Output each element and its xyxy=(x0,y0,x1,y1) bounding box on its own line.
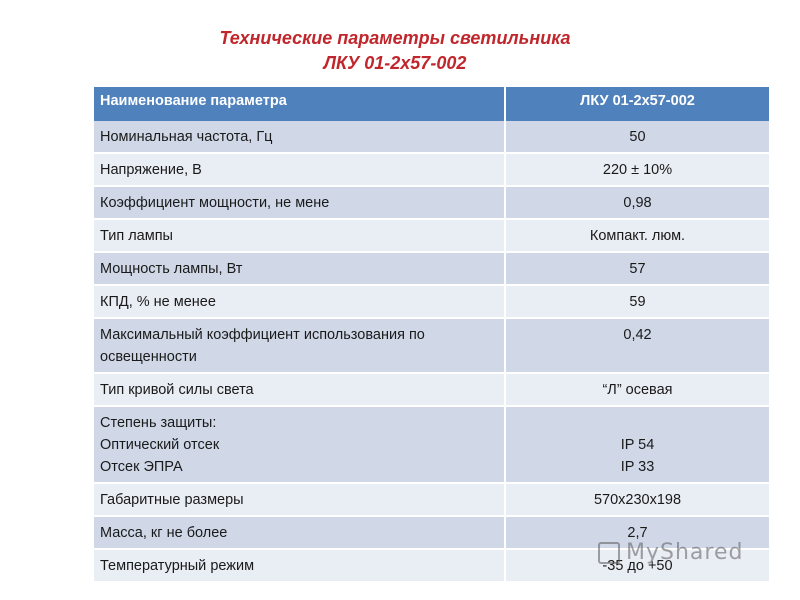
parameter-value-cell xyxy=(505,121,770,153)
parameter-name: Напряжение, В xyxy=(100,162,202,178)
parameter-value: Компакт. люм. xyxy=(589,228,686,244)
parameter-value-cell xyxy=(505,483,770,516)
watermark xyxy=(598,540,743,565)
table-row xyxy=(94,285,770,318)
parameter-name-cell xyxy=(94,153,505,186)
parameter-name: Коэффициент мощности, не мене xyxy=(100,195,330,211)
parameter-name: Максимальный коэффициент использования по xyxy=(100,327,425,343)
parameter-value-cell xyxy=(505,153,770,186)
parameter-name: Оптический отсек xyxy=(100,437,220,453)
table-row xyxy=(94,406,770,483)
parameter-value-cell xyxy=(505,373,770,406)
table-row xyxy=(94,483,770,516)
parameter-value: IP 54 xyxy=(620,437,655,453)
parameter-value: IP 33 xyxy=(620,459,655,475)
parameter-name-cell xyxy=(94,121,505,153)
table-row xyxy=(94,318,770,373)
parameter-value-cell xyxy=(505,186,770,219)
parameter-name-cell xyxy=(94,549,505,582)
parameter-value-cell xyxy=(505,285,770,318)
parameter-name: Мощность лампы, Вт xyxy=(100,261,243,277)
table-row xyxy=(94,186,770,219)
table-row xyxy=(94,373,770,406)
parameter-name-cell xyxy=(94,373,505,406)
header-model: ЛКУ 01-2х57-002 xyxy=(505,87,770,121)
parameter-name: Габаритные размеры xyxy=(100,492,244,508)
parameter-value: 57 xyxy=(629,261,646,277)
parameter-value: 2,7 xyxy=(627,525,648,541)
parameter-name-cell xyxy=(94,406,505,483)
parameter-name: освещенности xyxy=(100,349,197,365)
watermark-text: MyShared xyxy=(626,540,744,565)
parameter-name-cell xyxy=(94,219,505,252)
myshared-logo-icon xyxy=(598,542,620,564)
parameter-value-cell xyxy=(505,219,770,252)
parameter-name: Номинальная частота, Гц xyxy=(100,129,273,145)
parameter-name-cell xyxy=(94,186,505,219)
parameter-value: 59 xyxy=(629,294,646,310)
parameter-value xyxy=(512,412,763,434)
parameters-table xyxy=(94,87,771,583)
parameter-value-cell xyxy=(505,252,770,285)
table-row xyxy=(94,252,770,285)
title-line-2: ЛКУ 01-2х57-002 xyxy=(323,53,467,73)
page-title xyxy=(0,26,790,76)
parameter-value: -35 до +50 xyxy=(602,558,673,574)
parameter-value: 570х230х198 xyxy=(593,492,682,508)
table-row xyxy=(94,121,770,153)
parameter-name: Тип кривой силы света xyxy=(100,382,254,398)
parameter-value-cell xyxy=(505,406,770,483)
header-parameter-name: Наименование параметра xyxy=(94,87,505,121)
parameter-name: Степень защиты: xyxy=(100,415,217,431)
parameter-name: Тип лампы xyxy=(100,228,173,244)
parameter-value: 220 ± 10% xyxy=(602,162,673,178)
parameter-name-cell xyxy=(94,516,505,549)
parameter-name-cell xyxy=(94,252,505,285)
parameter-value: 0,42 xyxy=(623,327,652,343)
table-header-row xyxy=(94,87,770,121)
parameter-name: КПД, % не менее xyxy=(100,294,216,310)
table-row xyxy=(94,219,770,252)
parameter-value: 0,98 xyxy=(623,195,652,211)
parameter-value-cell xyxy=(505,318,770,373)
parameter-name: Температурный режим xyxy=(100,558,255,574)
parameter-value: “Л” осевая xyxy=(602,382,673,398)
parameter-value: 50 xyxy=(629,129,646,145)
table-row xyxy=(94,153,770,186)
title-line-1: Технические параметры светильника xyxy=(219,28,571,48)
parameter-name-cell xyxy=(94,483,505,516)
parameter-name-cell xyxy=(94,318,505,373)
parameter-name: Отсек ЭПРА xyxy=(100,459,183,475)
parameter-name-cell xyxy=(94,285,505,318)
parameter-name: Масса, кг не более xyxy=(100,525,228,541)
